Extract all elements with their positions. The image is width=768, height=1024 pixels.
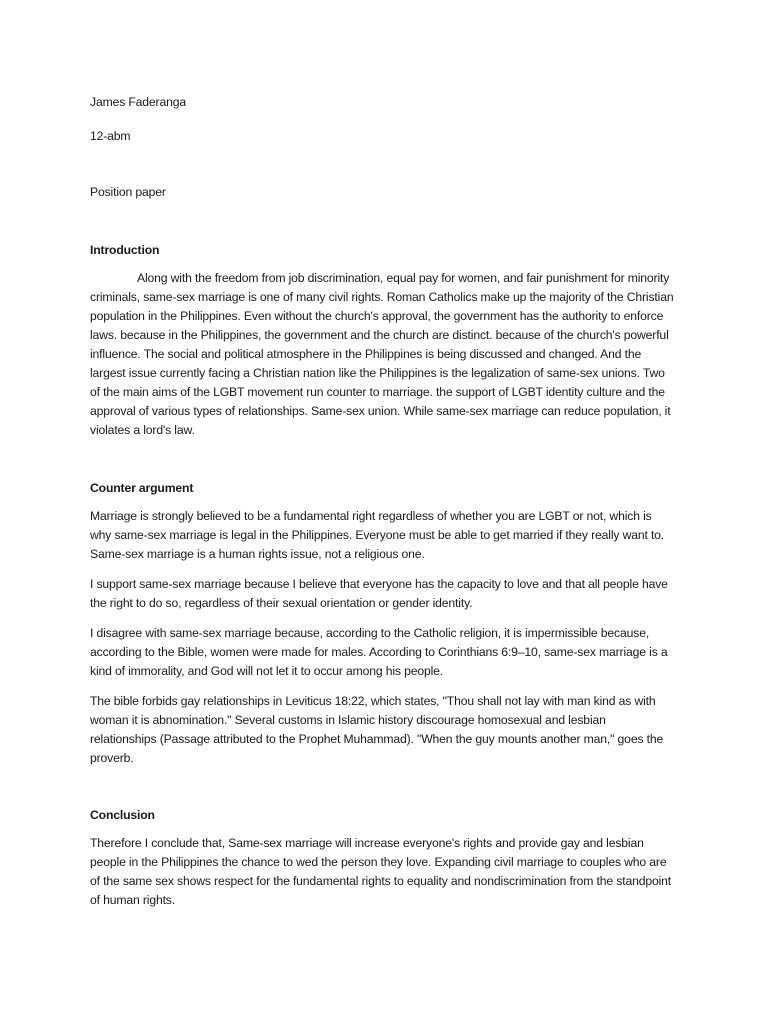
counter-argument-heading: Counter argument xyxy=(90,481,194,495)
counter-argument-paragraph-1: Marriage is strongly believed to be a fundamental right regardless of whether you are LGBT or not, which is why same-sex marriage is legal in the Philippines. Everyone must be able to get married if they really want to. Same-sex marriage is a human rights issue, not a religious one. xyxy=(90,509,665,561)
grade-section: 12-abm xyxy=(90,129,131,143)
counter-argument-paragraph-4: The bible forbids gay relationships in Leviticus 18:22, which states, "Thou shall not lay with man kind as with woman it is abnomination." Several customs in Islamic history discourage homosexual and lesbian relationships (Passage attributed to the Prophet Muhammad). "When the guy mounts another man," goes the proverb. xyxy=(90,694,664,765)
document-page xyxy=(90,93,675,910)
counter-argument-paragraph-3: I disagree with same-sex marriage because, according to the Catholic religion, it is impermissible because, according to the Bible, women were made for males. According to Corinthians 6:9–10, same-sex marriage is a kind of immorality, and God will not let it to occur among his people. xyxy=(90,626,668,678)
counter-argument-paragraph-2: I support same-sex marriage because I believe that everyone has the capacity to love and that all people have the right to do so, regardless of their sexual orientation or gender identity. xyxy=(90,577,668,610)
document-type: Position paper xyxy=(90,185,166,199)
author-name: James Faderanga xyxy=(90,95,186,109)
conclusion-paragraph: Therefore I conclude that, Same-sex marriage will increase everyone's rights and provide gay and lesbian people in the Philippines the chance to wed the person they love. Expanding civil marriage to couples who are of the same sex shows respect for the fundamental rights to equality and nondiscrimination from the standpoint of human rights. xyxy=(90,836,672,907)
introduction-heading: Introduction xyxy=(90,243,160,257)
introduction-paragraph: Along with the freedom from job discrimination, equal pay for women, and fair punishment for minority criminals, same-sex marriage is one of many civil rights. Roman Catholics make up the majority of the Christian population in the Philippines. Even without the church's approval, the government has the authority to enforce laws. because in the Philippines, the government and the church are distinct. because of the church's powerful influence. The social and political atmosphere in the Philippines is being discussed and changed. And the largest issue currently facing a Christian nation like the Philippines is the legalization of same-sex unions. Two of the main aims of the LGBT movement run counter to marriage. the support of LGBT identity culture and the approval of various types of relationships. Same-sex union. While same-sex marriage can reduce population, it violates a lord's law. xyxy=(90,271,674,437)
conclusion-heading: Conclusion xyxy=(90,808,155,822)
